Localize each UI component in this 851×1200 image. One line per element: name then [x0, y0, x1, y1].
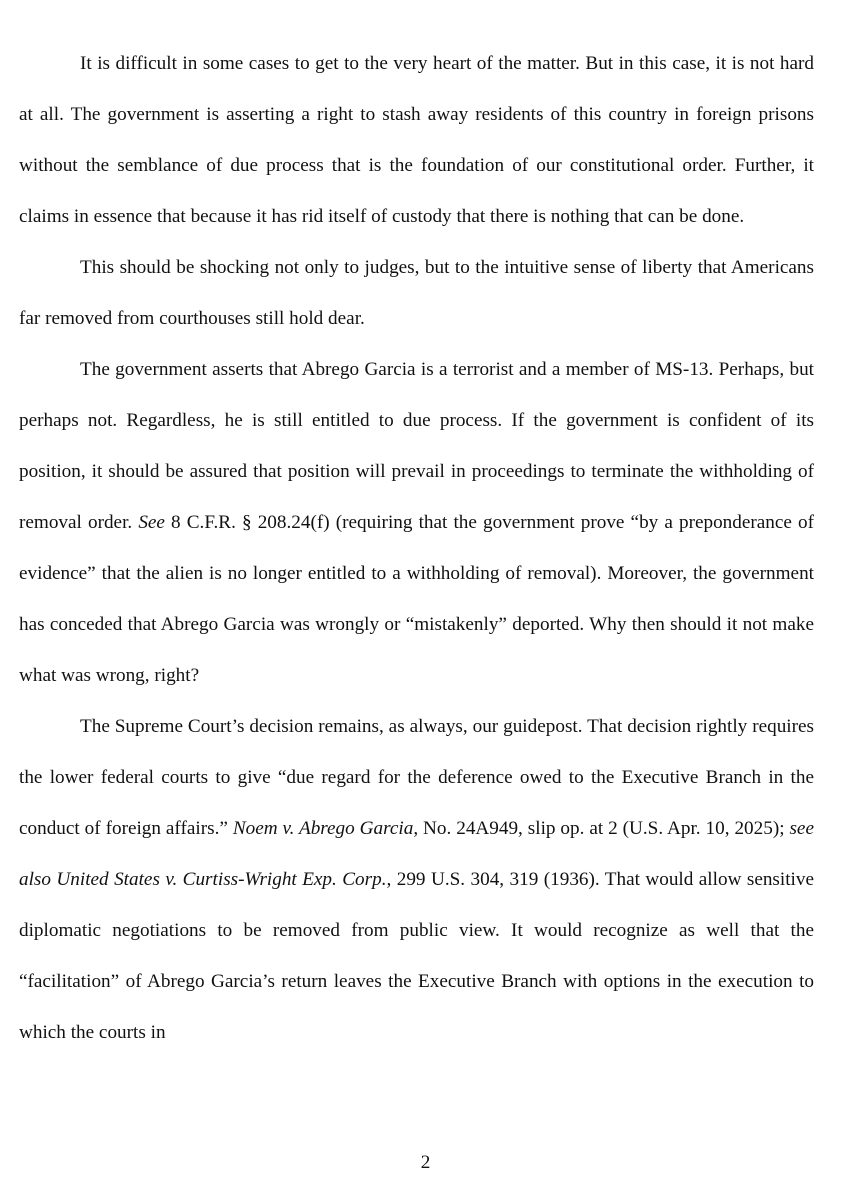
citation-signal: See	[138, 512, 165, 533]
paragraph-1	[19, 38, 814, 242]
paragraph-3	[19, 344, 814, 701]
text-run: , 299 U.S. 304, 319 (1936). That would allow sensitive diplomatic negotiations to be removed from public view. It would recognize as well that the “facilitation” of Abrego Garcia’s return leaves the Executive Branch with options in the execution to which the courts in	[19, 869, 815, 1043]
case-name-citation: see also United States v. Curtiss-Wright Exp. Corp.	[19, 818, 814, 890]
text-run: 8 C.F.R. § 208.24(f) (requiring that the government prove “by a preponderance of evidence” that the alien is no longer entitled to a withholding of removal). Moreover, the government has conceded that Abrego Garcia was wrongly or “mistakenly” deported. Why then should it not make what was wrong, right?	[19, 512, 814, 686]
paragraph-2	[19, 242, 814, 344]
text-run: , No. 24A949, slip op. at 2 (U.S. Apr. 10, 2025);	[413, 818, 790, 839]
page-number: 2	[420, 1152, 431, 1173]
document-page	[19, 38, 814, 1058]
text-run: The government asserts that Abrego Garcia is a terrorist and a member of MS-13. Perhaps, but perhaps not. Regardless, he is still entitled to due process. If the government is confident of its position, it should be assured that position will prevail in proceedings to terminate the withholding of removal order.	[19, 359, 814, 533]
case-name-citation: Noem v. Abrego Garcia	[232, 818, 414, 839]
text-run: This should be shocking not only to judges, but to the intuitive sense of liberty that Americans far removed from courthouses still hold dear.	[19, 257, 814, 329]
paragraph-4	[19, 701, 814, 1058]
text-run: It is difficult in some cases to get to the very heart of the matter. But in this case, it is not hard at all. The government is asserting a right to stash away residents of this country in foreign prisons without the semblance of due process that is the foundation of our constitutional order. Further, it claims in essence that because it has rid itself of custody that there is nothing that can be done.	[19, 53, 814, 227]
text-run: The Supreme Court’s decision remains, as always, our guidepost. That decision rightly requires the lower federal courts to give “due regard for the deference owed to the Executive Branch in the conduct of foreign affairs.”	[19, 716, 814, 839]
